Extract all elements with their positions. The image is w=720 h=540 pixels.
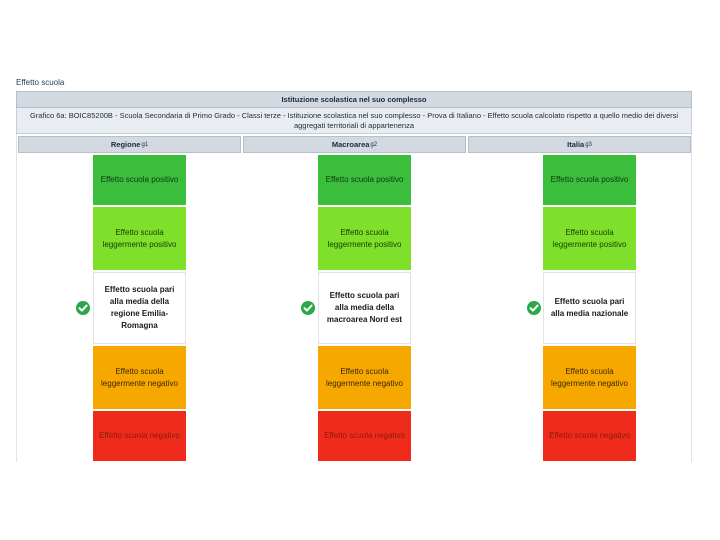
level-box-negative: Effetto scuola negativo — [318, 411, 411, 461]
check-circle-icon — [76, 301, 90, 315]
table-header: Istituzione scolastica nel suo complesso — [16, 91, 692, 108]
column-footnote: g2 — [370, 141, 378, 148]
check-circle-icon — [527, 301, 541, 315]
level-box-average: Effetto scuola pari alla media della macroarea Nord est — [318, 272, 411, 344]
level-box-positive: Effetto scuola positivo — [318, 155, 411, 205]
column-header-macroarea — [243, 136, 466, 153]
level-box-negative: Effetto scuola negativo — [543, 411, 636, 461]
section-title: Effetto scuola — [16, 78, 65, 87]
level-box-slightly-positive: Effetto scuola leggermente positivo — [318, 207, 411, 270]
column-footnote: g3 — [585, 141, 592, 148]
chart-description: Grafico 6a: BOIC85200B - Scuola Secondaria di Primo Grado - Classi terze - Istituzione scolastica nel suo complesso - Prova di Italiano - Effetto scuola calcolato rispetto a quello medio dei diversi aggregati territoriali di appartenenza — [16, 108, 692, 134]
level-box-negative: Effetto scuola negativo — [93, 411, 186, 461]
column-footnote: g1 — [141, 141, 149, 148]
column-header-regione — [18, 136, 241, 153]
level-box-average: Effetto scuola pari alla media della regione Emilia-Romagna — [93, 272, 186, 344]
level-box-slightly-negative: Effetto scuola leggermente negativo — [93, 346, 186, 409]
level-box-positive: Effetto scuola positivo — [93, 155, 186, 205]
level-box-slightly-negative: Effetto scuola leggermente negativo — [318, 346, 411, 409]
column-title: Regione — [110, 140, 141, 149]
level-box-slightly-negative: Effetto scuola leggermente negativo — [543, 346, 636, 409]
level-box-positive: Effetto scuola positivo — [543, 155, 636, 205]
check-circle-icon — [301, 301, 315, 315]
column-title: Italia — [567, 140, 585, 149]
level-box-slightly-positive: Effetto scuola leggermente positivo — [543, 207, 636, 270]
level-box-slightly-positive: Effetto scuola leggermente positivo — [93, 207, 186, 270]
column-header-italia — [468, 136, 691, 153]
level-box-average: Effetto scuola pari alla media nazionale — [543, 272, 636, 344]
column-title: Macroarea — [331, 140, 370, 149]
